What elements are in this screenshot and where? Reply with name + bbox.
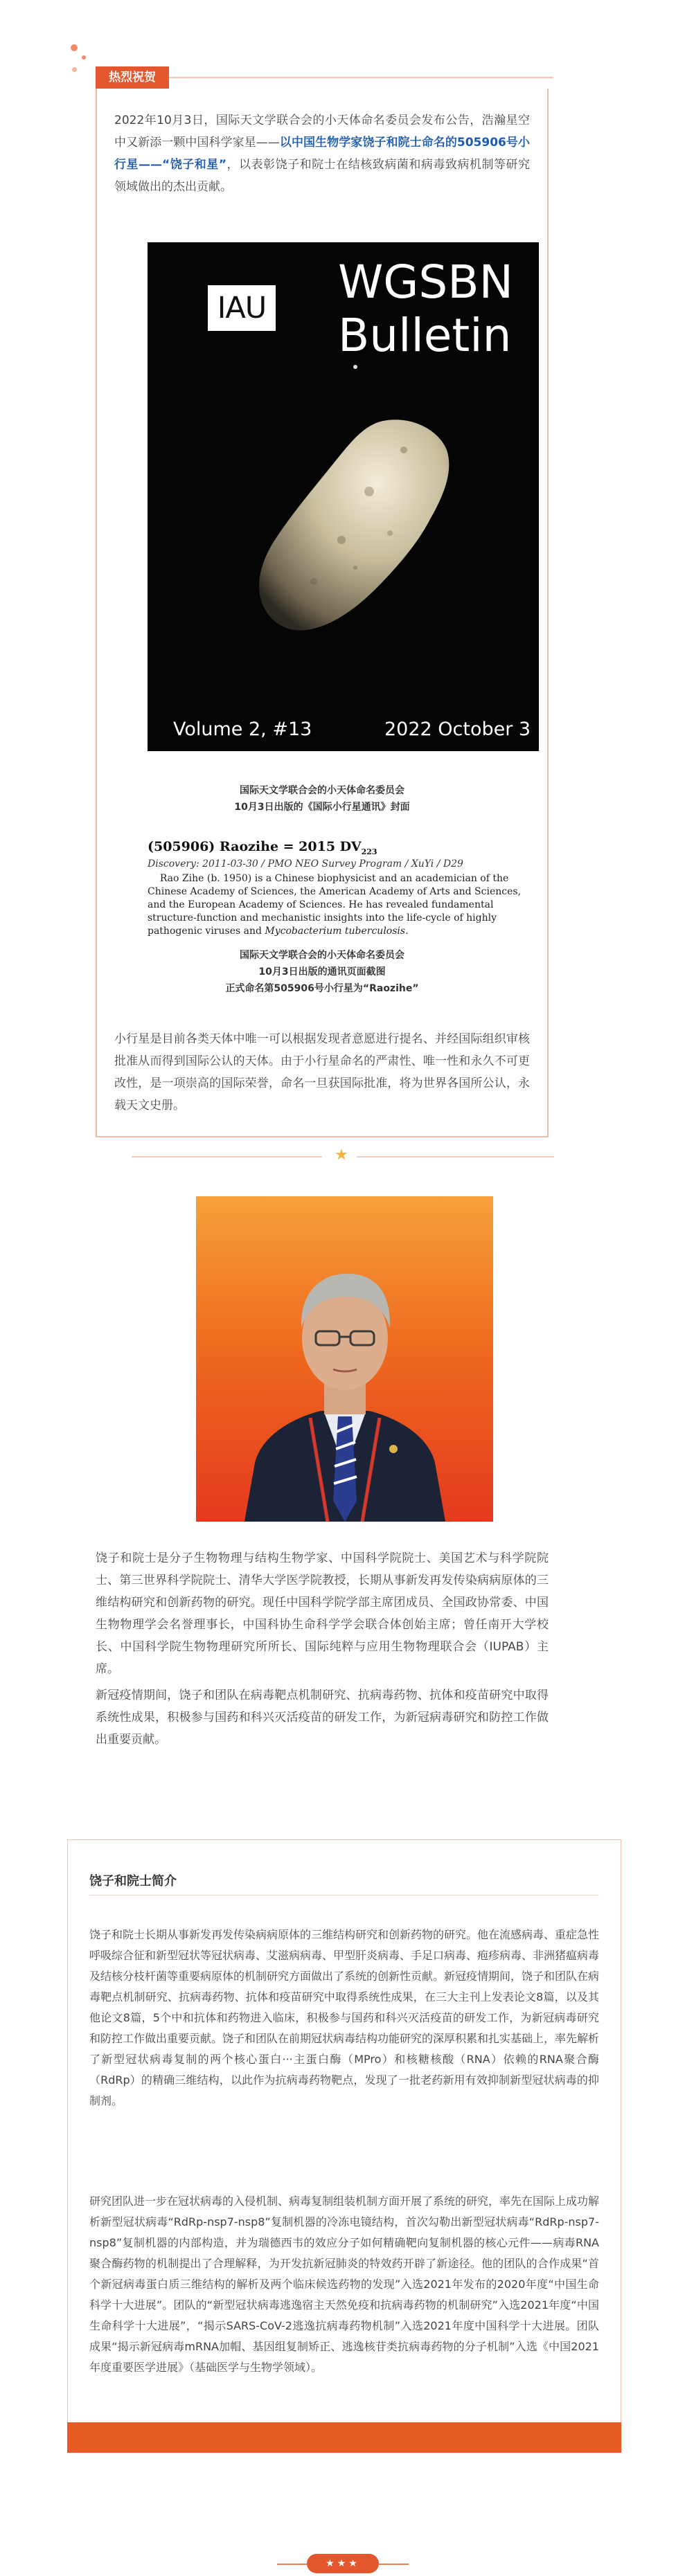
- naming-paragraph: 小行星是目前各类天体中唯一可以根据发现者意愿进行提名、并经国际组织审核批准从而得到国际公认的天体。由于小行星命名的严肃性、唯一性和永久不可更改性，是一项崇高的国际荣誉，命名一旦获国际批准，将为世界各国所公认，永载天文史册。: [114, 1032, 530, 1113]
- caption-line: 国际天文学联合会的小天体命名委员会: [240, 950, 404, 961]
- decor-dot: [82, 55, 86, 60]
- entry-discovery: Discovery: 2011-03-30 / PMO NEO Survey Program / XuYi / D29: [148, 858, 463, 870]
- entry-title-text: (505906) Raozihe = 2015 DV: [148, 839, 362, 854]
- divider: [132, 1156, 322, 1158]
- intro-paragraph: [114, 109, 530, 198]
- bio-paragraph: 饶子和院士是分子生物物理与结构生物学家、中国科学院院士、美国艺术与科学院院士、第三世界科学院院士、清华大学医学院教授，长期从事新发再发传染病病原体的三维结构研究和创新药物的研究。现任中国科学院学部主席团成员、全国政协常委、中国生物物理学会名誉理事长，中国科协生命科学学会联合体创始主席；曾任南开大学校长、中国科学院生物物理研究所所长、国际纯粹与应用生物物理联合会（IUPAB）主席。: [96, 1551, 549, 1676]
- caption-cover: [96, 782, 549, 816]
- section-tag: 热烈祝贺: [96, 66, 169, 89]
- intro-text-end: ，以表彰饶子和院士在结核致病菌和病毒致病机制等研究领域做出的杰出贡献。: [114, 158, 530, 194]
- entry-text: [148, 872, 539, 938]
- entry-text-main: Rao Zihe (b. 1950) is a Chinese biophysicist and an academician of the Chinese Academy of Sciences, the American Academy of Arts and Sciences, and the European Academy of Sciences. He has revealed fundamental structure-function and mechanistic insights into the life-cycle of highly pathogenic viruses and: [148, 873, 522, 937]
- profile-bottom-bar: [67, 2422, 621, 2453]
- caption-line: 正式命名第505906号小行星为“Raozihe”: [225, 983, 419, 994]
- entry-text-italic: Mycobacterium tuberculosis: [265, 926, 406, 937]
- decor-dot: [71, 44, 78, 51]
- bulletin-volume: Volume 2, #13: [173, 719, 312, 740]
- divider: [277, 2564, 307, 2565]
- bulletin-title-line2: Bulletin: [338, 309, 512, 362]
- covid-paragraph: 新冠疫情期间，饶子和团队在病毒靶点机制研究、抗病毒药物、抗体和疫苗研究中取得系统性成果，积极参与国药和科兴灭活疫苗的研发工作，为新冠病毒研究和防控工作做出重要贡献。: [96, 1688, 549, 1747]
- profile-paragraph-2: 研究团队进一步在冠状病毒的入侵机制、病毒复制组装机制方面开展了系统的研究，率先在国际上成功解析新型冠状病毒“RdRp-nsp7-nsp8”复制机器的冷冻电镜结构，首次勾勒出新型冠状病毒“RdRp-nsp7-nsp8”复制机器的内部构造，并为瑞德西韦的效应分子如何精确靶向复制机器的核心元件——病毒RNA聚合酶药物的机制提出了合理解释，为开发抗新冠肺炎的特效药开辟了新途径。他的团队的合作成果“首个新冠病毒蛋白质三维结构的解析及两个临床候选药物的发现”入选2021年发布的2020年度“中国生命科学十大进展”。团队的“新型冠状病毒逃逸宿主天然免疫和抗病毒药物的机制研究”入选2021年度“中国生命科学十大进展”，“揭示SARS-CoV-2逃逸抗病毒药物机制”入选2021年度中国科学十大进展。团队成果“揭示新冠病毒mRNA加帽、基因组复制矫正、逃逸核苷类抗病毒药物的分子机制”入选《中国2021年度重要医学进展》（基础医学与生物学领域）。: [89, 2195, 600, 2374]
- star-icon: ★: [335, 1146, 348, 1164]
- entry-title-sub: 223: [361, 847, 377, 856]
- caption-line: 10月3日出版的通讯页面截图: [258, 966, 386, 978]
- bulletin-title-line1: WGSBN: [338, 255, 513, 309]
- divider: [379, 2564, 409, 2565]
- portrait-figure: [196, 1196, 493, 1522]
- divider: [169, 77, 553, 78]
- caption-line: 10月3日出版的《国际小行星通讯》封面: [234, 802, 410, 813]
- intro-highlight: 以中国生物学家饶子和院士命名的505906号小行星——“饶子和星”: [114, 136, 530, 172]
- caption-line: 国际天文学联合会的小天体命名委员会: [240, 785, 404, 796]
- bulletin-date: 2022 October 3: [384, 719, 531, 740]
- profile-title: 饶子和院士简介: [89, 1874, 177, 1889]
- intro-text: 2022年10月3日，国际天文学联合会的小天体命名委员会发布公告，浩瀚星空中又新添一颗中国科学家星——: [114, 114, 530, 150]
- footer-stars: ★★★: [307, 2554, 379, 2573]
- decor-dot: [72, 67, 77, 72]
- caption-entry: [96, 947, 549, 997]
- divider: [357, 1156, 554, 1158]
- iau-logo: IAU: [208, 285, 276, 331]
- entry-text-end: .: [405, 926, 409, 937]
- portrait-photo: [196, 1196, 493, 1522]
- entry-title: [148, 839, 377, 856]
- profile-paragraph-1: 饶子和院士长期从事新发再发传染病病原体的三维结构研究和创新药物的研究。他在流感病毒、重症急性呼吸综合征和新型冠状等冠状病毒、艾滋病病毒、甲型肝炎病毒、手足口病毒、疱疹病毒、非洲猪瘟病毒及结核分枝杆菌等重要病原体的机制研究方面做出了系统的创新性贡献。新冠疫情期间，饶子和团队在病毒靶点机制研究、抗病毒药物、抗体和疫苗研究中取得系统性成果，在三大主刊上发表论文8篇，以及其他论文8篇，5个中和抗体和药物进入临床，积极参与国药和科兴灭活疫苗的研发工作，为新冠病毒研究和防控工作做出重要贡献。饶子和团队在前期冠状病毒结构功能研究的深厚积累和扎实基础上，率先解析了新型冠状病毒复制的两个核心蛋白···主蛋白酶（MPro）和核糖核酸（RNA）依赖的RNA聚合酶（RdRp）的精确三维结构，以此作为抗病毒药物靶点，发现了一批老药新用有效抑制新型冠状病毒的抑制剂。: [89, 1928, 600, 2107]
